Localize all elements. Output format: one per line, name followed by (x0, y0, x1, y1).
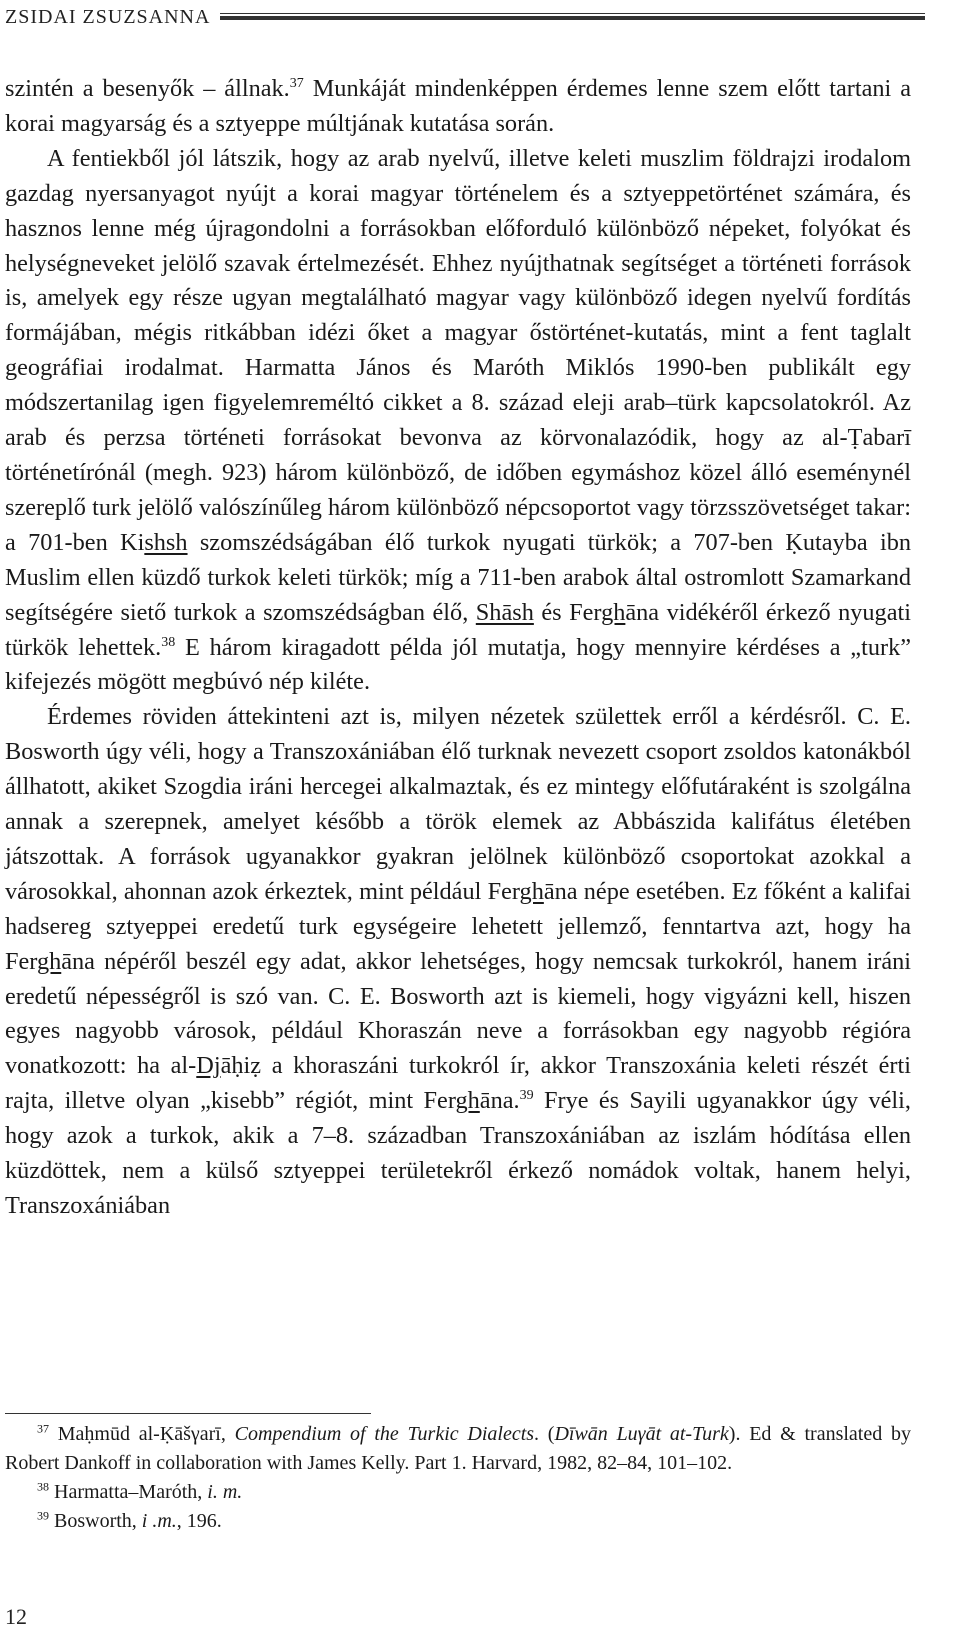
header-thin-line (220, 13, 925, 14)
italic-abbrev: i. m. (207, 1481, 243, 1503)
text-run: Maḥmūd al-Ḳāšγarī, (49, 1423, 235, 1445)
italic-abbrev: i .m. (141, 1510, 177, 1532)
footnote-number: 39 (37, 1508, 49, 1523)
footnote-ref-38[interactable]: 38 (161, 634, 176, 650)
text-run: és Fer (533, 598, 602, 626)
main-text (5, 72, 911, 1224)
text-run: , 196. (176, 1510, 222, 1532)
footnote-ref-37[interactable]: 37 (289, 75, 304, 91)
transliteration-underline: Dj (196, 1052, 221, 1080)
footnote-number: 38 (37, 1479, 49, 1494)
running-head-author: ZSIDAI ZSUZSANNA (5, 5, 211, 28)
text-run: Érdemes röviden áttekinteni azt is, milyen nézetek születtek erről a kérdésről. C. E. Bosworth úgy véli, hogy a Transzoxániában élő turknak nevezett csoport zsoldos katonákból állhatott, akiket Szogdia iráni hercegei alkalmaztak, és ez mintegy előfutáraként is szolgálna annak a szerepnek, amelyet később a török elemek az Abbászida kalifátus életében játszottak. A források ugyanakkor gyakran jelölnek különböző csoportokat azokkal a városokkal, ahonnan azok érkeztek, mint például Fer (5, 703, 911, 905)
text-run: āna. (479, 1087, 520, 1115)
header-double-rule (220, 13, 925, 21)
paragraph-continued (5, 72, 911, 142)
text-run: szomszédságában élő turkok nyugati türkök; a 707-ben Ḳutayba ibn Muslim ellen küzdő turkok keleti türkök; míg a 711-ben arabok által ostromlott Szamarkand segítségére siető turkok a szomszédságban élő, (5, 528, 911, 626)
text-run: Harmatta–Maróth, (49, 1481, 208, 1503)
footnotes (5, 1420, 911, 1536)
text-run: Bosworth, (49, 1510, 142, 1532)
text-run: āna népe esetében. Ez főként a kalifai hadsereg sztyeppei eredetű turk egységeire lehetett jellemző, fenntartva azt, hogy ha Fer (5, 877, 911, 975)
transliteration-underline: gh (601, 598, 626, 626)
header-thick-line (220, 16, 925, 20)
text-run: ). Ed & translated by Robert Dankoff in collaboration with James Kelly. Part 1. Harvard, 1982, 82–84, 101–102. (5, 1423, 911, 1474)
transliteration-underline: shsh (144, 528, 188, 556)
text-run: āna népéről beszél egy adat, akkor lehetséges, hogy nemcsak turkokról, hanem iráni eredetű népességről is szó van. C. E. Bosworth azt is kiemeli, hogy vigyázni kell, hiszen egyes nagyobb városok, például Khoraszán neve a forrásokban egy nagyobb régióra vonatkozott: ha al- (5, 947, 911, 1080)
transliteration-underline: gh (36, 947, 62, 975)
running-header (5, 2, 925, 32)
transliteration-underline: gh (455, 1087, 480, 1115)
text-run: szintén a besenyők – állnak. (5, 75, 290, 102)
italic-title: Compendium of the Turkic Dialects (234, 1423, 535, 1445)
text-run: . ( (534, 1423, 555, 1445)
paragraph (5, 142, 911, 701)
transliteration-underline: gh (519, 877, 544, 905)
footnote-38 (5, 1478, 911, 1507)
page-number: 12 (5, 1604, 27, 1629)
paragraph (5, 700, 911, 1224)
footnote-ref-39[interactable]: 39 (519, 1088, 534, 1104)
footnote-37 (5, 1420, 911, 1478)
footnote-separator (5, 1413, 371, 1414)
text-run: A fentiekből jól látszik, hogy az arab nyelvű, illetve keleti muszlim földrajzi irodalom gazdag nyersanyagot nyújt a korai magyar történelem és a sztyeppetörténet számára, és hasznos lenne még újragondolni a forrásokban előforduló különböző népeket, folyókat és helységneveket jelölő szavak értelmezését. Ehhez nyújthatnak segítséget a történeti források is, amelyek egy része ugyan megtalálható magyar vagy különböző idegen nyelvű fordítás formájában, mégis ritkábban idézi őket a magyar őstörténet-kutatás, mint a fent taglalt geográfiai irodalmat. Harmatta János és Maróth Miklós 1990-ben publikált egy módszertanilag igen figyelemreméltó cikket a 8. század eleji arab–türk kapcsolatokról. Az arab és perzsa történeti forrásokat bevonva az körvonalazódik, hogy az al-Ṭabarī történetírónál (megh. 923) három különböző, de időben egymáshoz közel álló eseménynél szereplő turk jelölő valószínűleg három különböző népcsoportot vagy törzsszövetséget takar: a 701-ben Ki (5, 144, 911, 556)
transliteration-underline: Shāsh (475, 598, 534, 626)
text-run: E három kiragadott példa jól mutatja, hogy mennyire kérdéses a „turk” kifejezés mögött megbúvó nép kiléte. (5, 633, 911, 696)
footnote-number: 37 (37, 1421, 49, 1436)
italic-title: Dīwān Luγāt at-Turk (554, 1423, 729, 1445)
text-run: Frye és Sayili ugyanakkor úgy véli, hogy azok a turkok, akik a 7–8. században Transzoxániában az iszlám hódítása ellen küzdöttek, nem a külső sztyeppei területekről érkező nomádok voltak, hanem helyi, Transzoxániában (5, 1087, 911, 1219)
text-run: āna vidékéről érkező nyugati türkök lehettek. (5, 598, 911, 661)
text-run: Munkáját mindenképpen érdemes lenne szem előtt tartani a korai magyarság és a sztyeppe múltjának kutatása során. (5, 75, 911, 137)
footnote-39 (5, 1507, 911, 1536)
text-run: āḥiẓ a khoraszáni turkokról ír, akkor Transzoxánia keleti részét érti rajta, illetve olyan „kisebb” régiót, mint Fer (5, 1052, 911, 1115)
